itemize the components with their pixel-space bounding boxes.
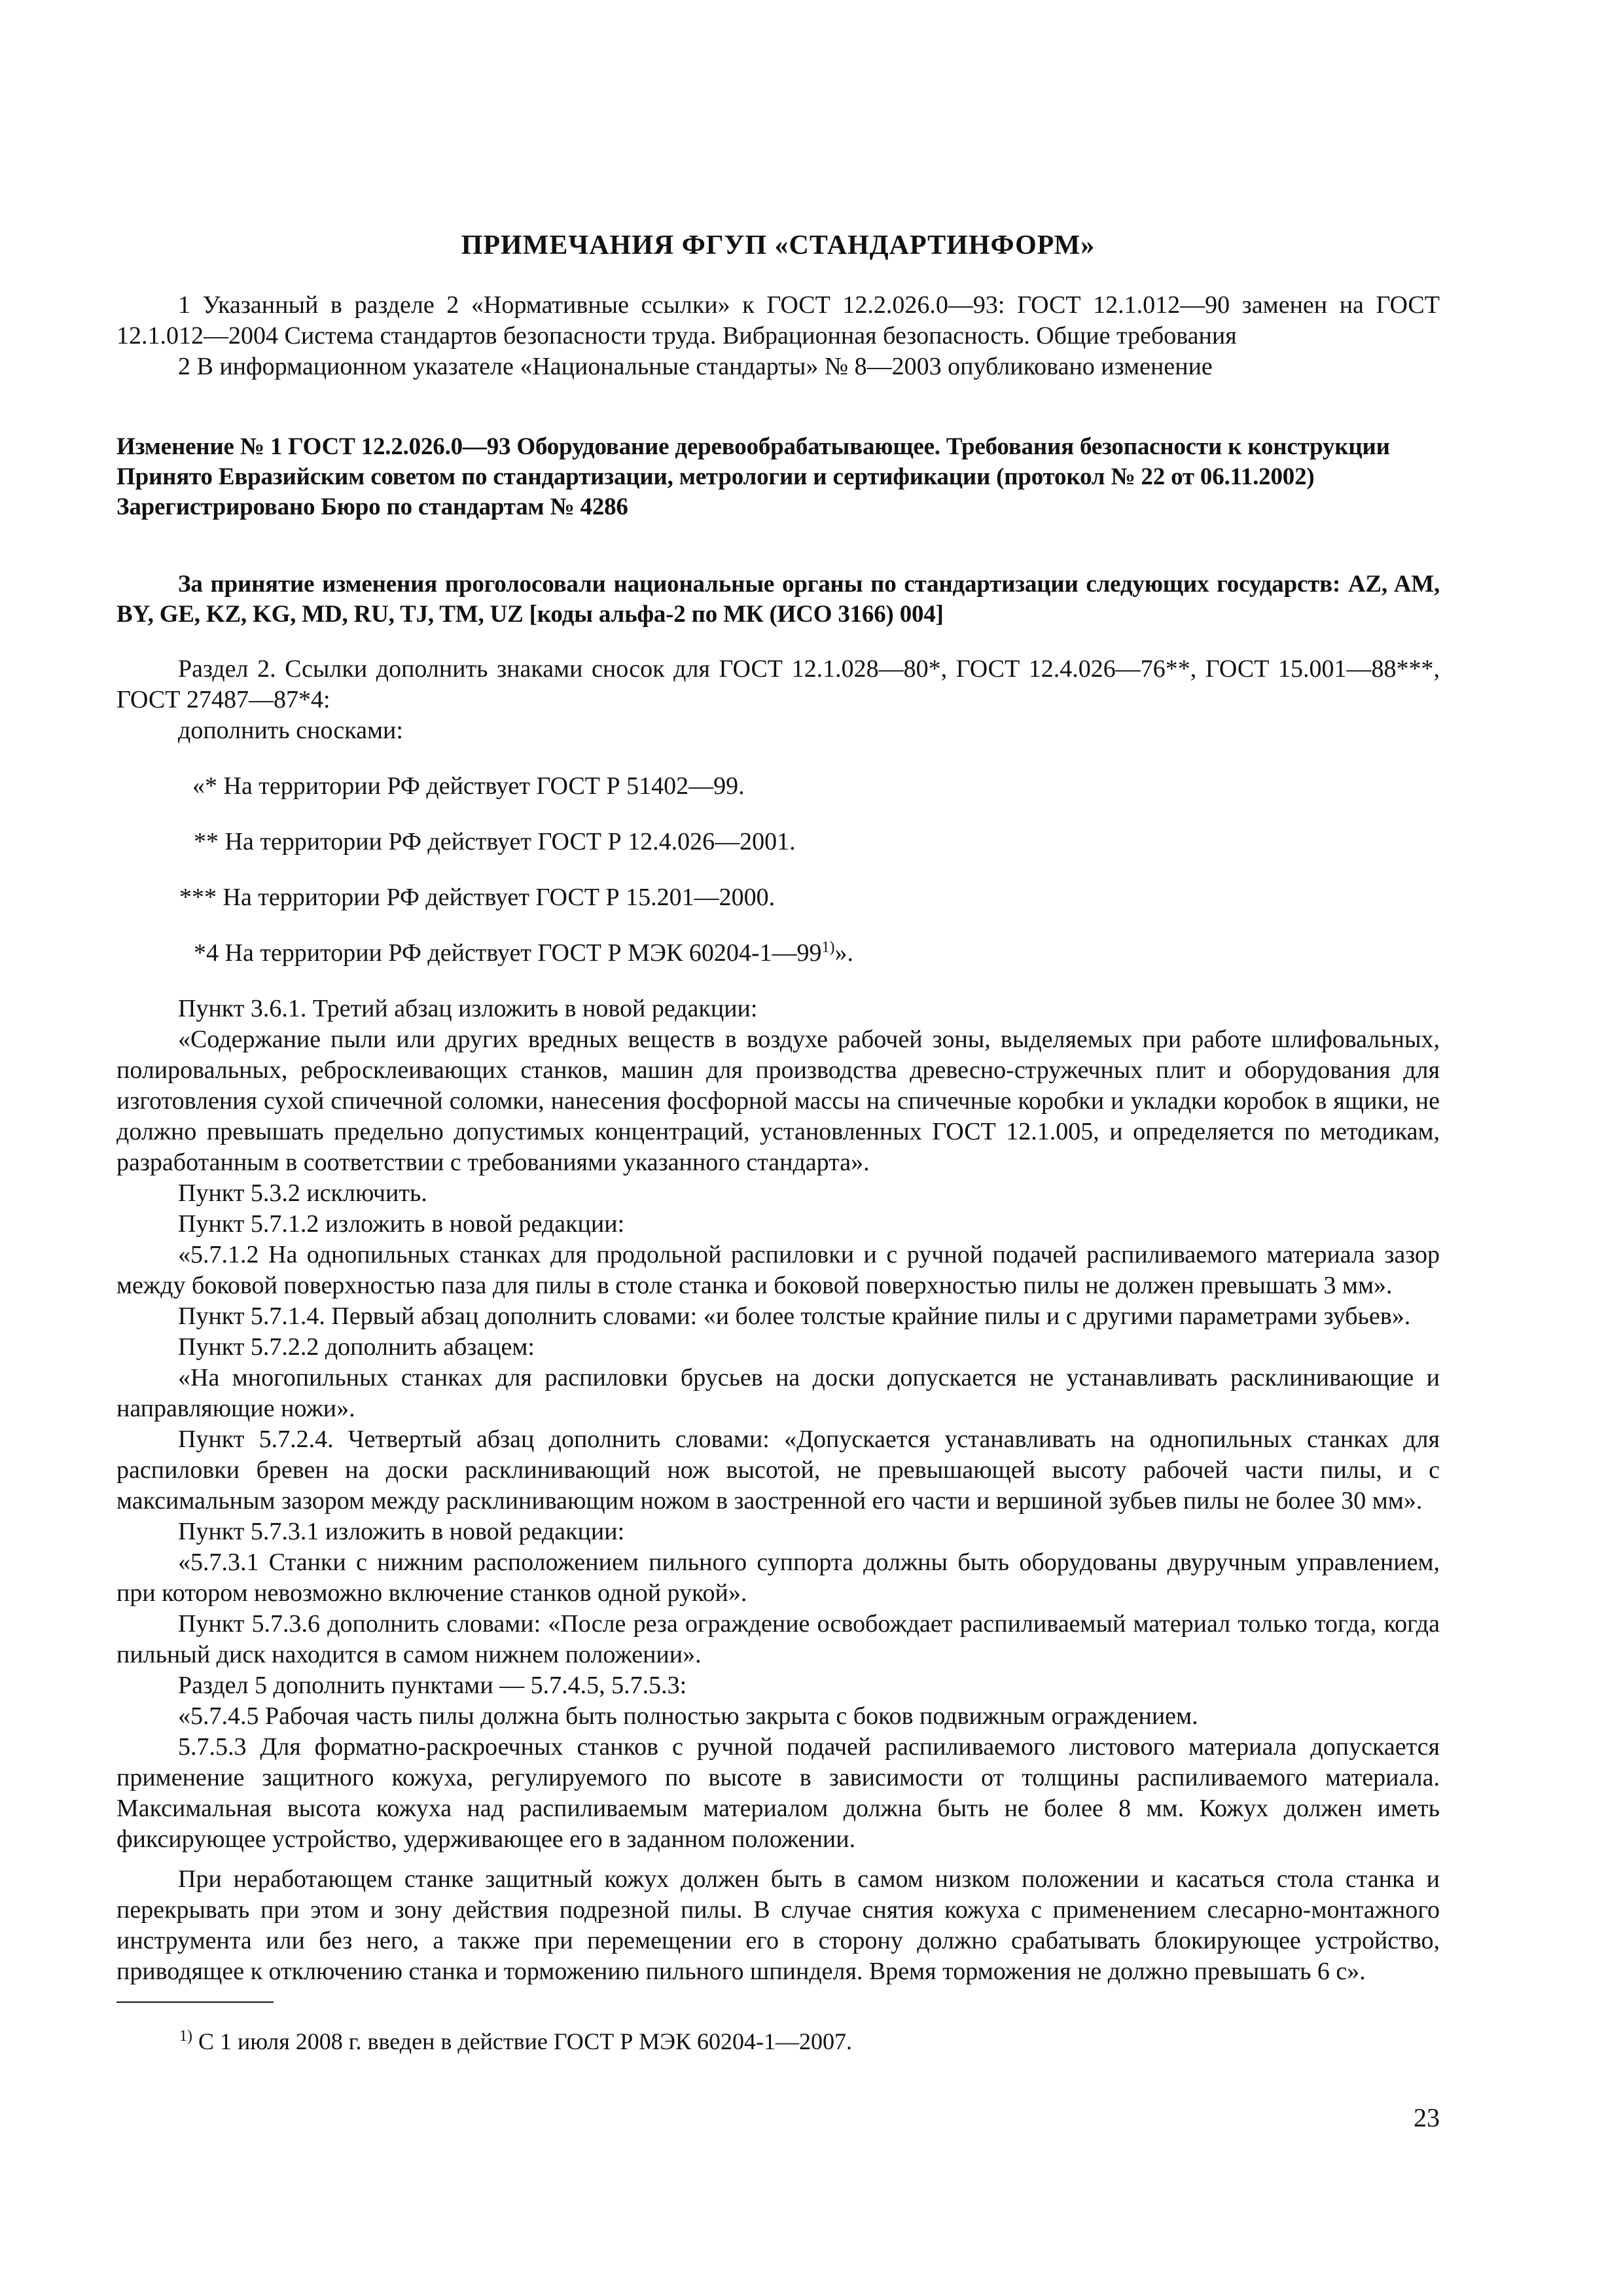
voting-states: За принятие изменения проголосовали национальные органы по стандартизации следующих государств: AZ, AM, BY, GE, KZ, KG, MD, RU, TJ, TM, UZ [коды альфа-2 по МК (ИСО 3166) 004] — [116, 571, 1440, 628]
paragraph-5-7-3-1: «5.7.3.1 Станки с нижним расположением пильного суппорта должны быть оборудованы двуручным управлением, при котором невозможно включение станков одной рукой». — [116, 1549, 1440, 1607]
paragraph-5-7-2-2: «На многопильных станках для распиловки брусьев на доски допускается не устанавливать расклинивающие и направляющие ножи». — [116, 1364, 1440, 1422]
amendment-registered: Зарегистрировано Бюро по стандартам № 4286 — [116, 493, 628, 520]
inserted-footnote-3: *** На территории РФ действует ГОСТ Р 15.201—2000. — [179, 884, 776, 911]
note-item-2: 2 В информационном указателе «Национальные стандарты» № 8—2003 опубликовано изменение — [178, 353, 1213, 380]
paragraph-5-7-4-5: «5.7.4.5 Рабочая часть пилы должна быть полностью закрыта с боков подвижным ограждением. — [178, 1702, 1198, 1730]
paragraph-5-7-1-4: Пункт 5.7.1.4. Первый абзац дополнить словами: «и более толстые крайние пилы и с другими параметрами зубьев». — [178, 1302, 1411, 1330]
footnote-divider — [116, 2001, 274, 2003]
paragraph-dust-content: «Содержание пыли или других вредных веществ в воздухе рабочей зоны, выделяемых при работе шлифовальных, полировальных, ребросклеивающих станков, машин для производства древесно-стружечных плит и оборудования для изготовления сухой спичечной соломки, нанесения фосфорной массы на спичечные коробки и укладки коробок в ящики, не должно превышать предельно допустимых концентраций, установленных ГОСТ 12.1.005, и определяется по методикам, разработанным в соответствии с требованиями указанного стандарта». — [116, 1026, 1440, 1176]
paragraph-3-6-1: Пункт 3.6.1. Третий абзац изложить в новой редакции: — [178, 995, 758, 1022]
page-footnote — [116, 2026, 1440, 2057]
note-item-1: 1 Указанный в разделе 2 «Нормативные ссылки» к ГОСТ 12.2.026.0—93: ГОСТ 12.1.012—90 заменен на ГОСТ 12.1.012—2004 Система стандартов безопасности труда. Вибрационная безопасность. Общие требования — [116, 291, 1440, 350]
page-number: 23 — [1414, 2103, 1440, 2132]
page-footnote-mark: 1) — [179, 2028, 192, 2045]
paragraph-5-7-1-2-intro: Пункт 5.7.1.2 изложить в новой редакции: — [178, 1210, 625, 1238]
paragraph-5-7-1-2: «5.7.1.2 На однопильных станках для продольной распиловки и с ручной подачей распиливаемого материала зазор между боковой поверхностью паза для пилы в столе станка и боковой поверхностью пилы не должен превышать 3 мм». — [116, 1241, 1440, 1299]
inserted-footnote-4 — [116, 938, 1440, 969]
page-footnote-text: С 1 июля 2008 г. введен в действие ГОСТ Р МЭК 60204-1—2007. — [192, 2028, 853, 2054]
inserted-footnote-2: ** На территории РФ действует ГОСТ Р 12.4.026—2001. — [194, 828, 796, 855]
paragraph-add-footnotes: дополнить сносками: — [178, 717, 403, 744]
amendment-adopted: Принято Евразийским советом по стандартизации, метрологии и сертификации (протокол № 22 от 06.11.2002) — [116, 463, 1315, 490]
footnote-4-end: ». — [834, 939, 854, 967]
paragraph-section-5: Раздел 5 дополнить пунктами — 5.7.4.5, 5.7.5.3: — [178, 1672, 687, 1699]
amendment-title: Изменение № 1 ГОСТ 12.2.026.0—93 Оборудование деревообрабатывающее. Требования безопасности к конструкции — [116, 433, 1390, 460]
paragraph-section-2: Раздел 2. Ссылки дополнить знаками сносок для ГОСТ 12.1.028—80*, ГОСТ 12.4.026—76**, ГОСТ 15.001—88***, ГОСТ 27487—87*4: — [116, 655, 1440, 713]
paragraph-5-7-2-4: Пункт 5.7.2.4. Четвертый абзац дополнить словами: «Допускается устанавливать на однопильных станках для распиловки бревен на доски расклинивающий нож высотой, не превышающей высоту рабочей части пилы, и с максимальным зазором между расклинивающим ножом в заостренной его части и вершиной зубьев пилы не более 30 мм». — [116, 1426, 1440, 1515]
paragraph-5-7-3-6: Пункт 5.7.3.6 дополнить словами: «После реза ограждение освобождает распиливаемый материал только тогда, когда пильный диск находится в самом нижнем положении». — [116, 1610, 1440, 1668]
footnote-4-text: На территории РФ действует ГОСТ Р МЭК 60204-1—99 — [219, 939, 822, 967]
document-page — [116, 216, 1440, 2081]
inserted-footnote-1: «* На территории РФ действует ГОСТ Р 51402—99. — [192, 772, 745, 800]
paragraph-5-7-2-2-intro: Пункт 5.7.2.2 дополнить абзацем: — [178, 1333, 535, 1361]
paragraph-5-7-3-1-intro: Пункт 5.7.3.1 изложить в новой редакции: — [178, 1518, 625, 1545]
footnote-4-mark: *4 — [194, 939, 219, 967]
footnote-ref-1: 1) — [821, 939, 835, 956]
paragraph-5-7-5-3: 5.7.5.3 Для форматно-раскроечных станков с ручной подачей распиливаемого листового материала допускается применение защитного кожуха, регулируемого по высоте в зависимости от толщины распиливаемого материала. Максимальная высота кожуха над распиливаемым материалом должна быть не более 8 мм. Кожух должен иметь фиксирующее устройство, удерживающее его в заданном положении. — [116, 1733, 1440, 1853]
paragraph-5-3-2: Пункт 5.3.2 исключить. — [178, 1179, 427, 1207]
notes-title: ПРИМЕЧАНИЯ ФГУП «СТАНДАРТИНФОРМ» — [461, 230, 1096, 260]
amendment-header — [116, 432, 1440, 522]
paragraph-idle-machine: При неработающем станке защитный кожух должен быть в самом низком положении и касаться стола станка и перекрывать при этом и зону действия подрезной пилы. В случае снятия кожуха с применением слесарно-монтажного инструмента или без него, а также при перемещении его в сторону должно срабатывать блокирующее устройство, приводящее к отключению станка и торможению пильного шпинделя. Время торможения не должно превышать 6 с». — [116, 1865, 1440, 1985]
